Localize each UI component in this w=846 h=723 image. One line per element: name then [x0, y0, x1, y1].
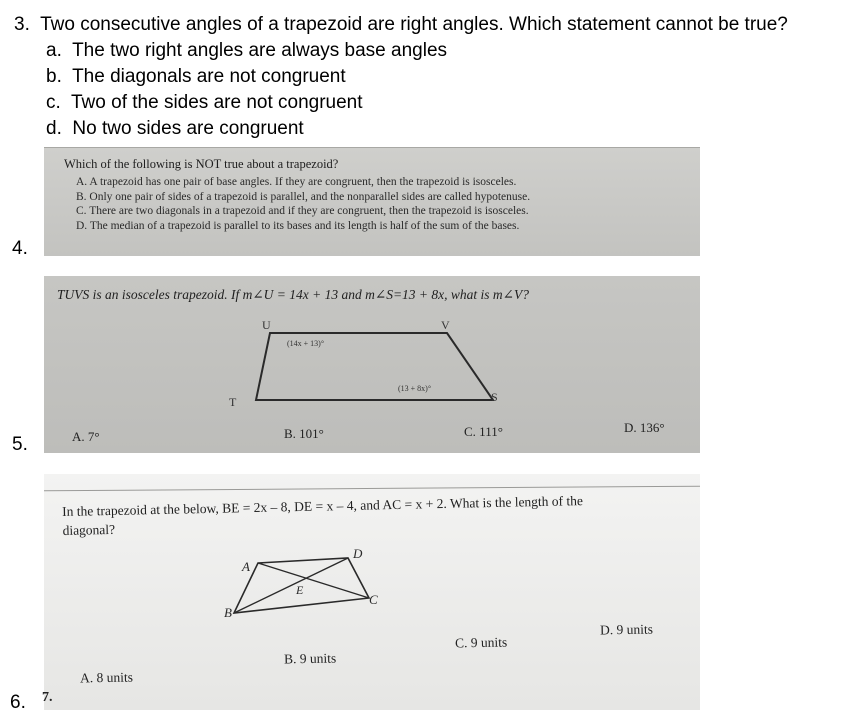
q5-choice-b: B. 101°	[284, 426, 324, 441]
vertex-t-label: T	[229, 395, 237, 409]
vertex-d-label: D	[353, 546, 363, 561]
angle-s-label: (13 + 8x)°	[398, 384, 432, 393]
q3-option-text: Two of the sides are not congruent	[71, 92, 363, 113]
q5-choice-c: C. 111°	[464, 424, 503, 439]
q6-marker: 7.	[42, 690, 53, 705]
vertex-s-label: S	[491, 390, 498, 404]
q6-choice-a: A. 8 units	[79, 669, 134, 686]
q3-number: 3.	[14, 14, 30, 35]
q3-option-a	[46, 40, 447, 62]
q6-number: 6.	[10, 692, 26, 713]
q6-stem-line-1: In the trapezoid at the below, BE = 2x – 8, DE = x – 4, and AC = x + 2. What is the length of the	[62, 493, 584, 519]
q6-stem-line-2: diagonal?	[62, 521, 116, 538]
q4-option-d: D. The median of a trapezoid is parallel to its bases and its length is half of the sum of the bases.	[76, 219, 520, 232]
q3-option-letter: a.	[46, 40, 62, 61]
q6-choice-d: D. 9 units	[599, 621, 654, 638]
vertex-b-label: B	[224, 605, 232, 620]
vertex-v-label: V	[441, 318, 450, 332]
q3-option-text: The two right angles are always base angles	[72, 40, 448, 61]
q5-photo	[44, 276, 700, 453]
q3-option-letter: b.	[46, 66, 62, 87]
q3-option-d	[46, 118, 304, 140]
vertex-a-label: A	[242, 559, 250, 574]
q4-option-c: C. There are two diagonals in a trapezoid and if they are congruent, then the trapezoid is isosceles.	[76, 205, 529, 217]
q3-option-letter: c.	[46, 92, 61, 113]
q3-stem: Two consecutive angles of a trapezoid are right angles. Which statement cannot be true?	[40, 14, 788, 35]
q6-choice-c: C. 9 units	[454, 634, 508, 651]
vertex-u-label: U	[262, 318, 271, 332]
angle-u-label: (14x + 13)°	[287, 339, 325, 348]
q4-option-b: B. Only one pair of sides of a trapezoid is parallel, and the nonparallel sides are called hypotenuse.	[76, 190, 531, 203]
q3-option-c	[46, 92, 363, 114]
q5-number: 5.	[12, 434, 28, 455]
q5-choice-a: A. 7°	[72, 429, 100, 444]
q3-option-text: The diagonals are not congruent	[72, 66, 346, 87]
q3-option-letter: d.	[46, 118, 62, 139]
q5-stem: TUVS is an isosceles trapezoid. If m∠U = 14x + 13 and m∠S=13 + 8x, what is m∠V?	[57, 287, 529, 302]
q4-photo	[44, 147, 700, 256]
q6-photo	[44, 474, 700, 710]
vertex-c-label: C	[369, 592, 378, 607]
q3-line	[14, 14, 788, 36]
q5-choice-d: D. 136°	[624, 420, 665, 435]
q5-trapezoid-diagram	[44, 276, 700, 453]
q6-choice-b: B. 9 units	[283, 650, 337, 667]
q3-option-text: No two sides are congruent	[72, 118, 304, 139]
q4-number: 4.	[12, 238, 28, 259]
q4-option-a: A. A trapezoid has one pair of base angles. If they are congruent, then the trapezoid is isosceles.	[76, 176, 517, 188]
q3-option-b	[46, 66, 346, 88]
intersection-e-label: E	[296, 583, 304, 597]
q4-stem: Which of the following is NOT true about a trapezoid?	[64, 157, 339, 171]
q4-options	[76, 175, 530, 233]
